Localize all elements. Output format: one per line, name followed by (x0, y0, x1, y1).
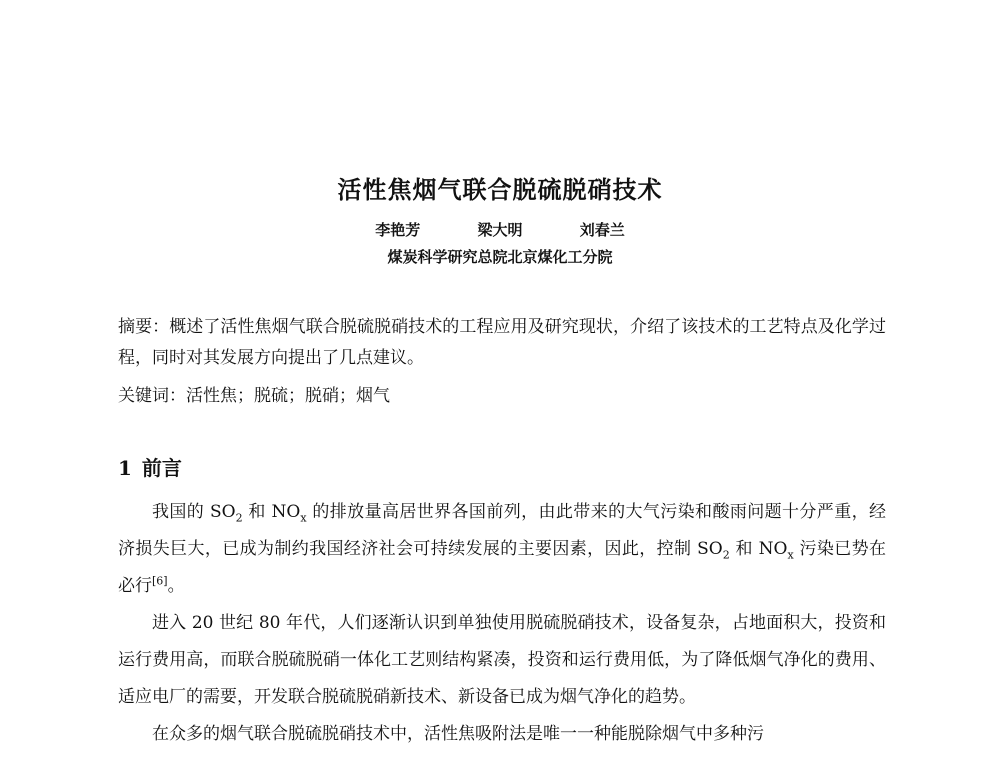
body-paragraph-2: 进入 20 世纪 80 年代，人们逐渐认识到单独使用脱硫脱硝技术，设备复杂，占地面积大，投资和运行费用高，而联合脱硫脱硝一体化工艺则结构紧凑，投资和运行费用低，为了降低烟气净化的费用、适应电厂的需要，开发联合脱硫脱硝新技术、新设备已成为烟气净化的趋势。 (118, 613, 886, 707)
author-name: 刘春兰 (579, 221, 625, 239)
text-run: 我国的 SO (152, 502, 236, 522)
section-number: 1 (118, 456, 132, 480)
section-heading (118, 452, 182, 481)
body-paragraph-1 (118, 494, 886, 605)
abstract-paragraph: 摘要：概述了活性焦烟气联合脱硫脱硝技术的工程应用及研究现状，介绍了该技术的工艺特点及化学过程，同时对其发展方向提出了几点建议。 (118, 317, 886, 368)
subscript: x (787, 548, 794, 562)
body-paragraph-3: 在众多的烟气联合脱硫脱硝技术中，活性焦吸附法是唯一一种能脱除烟气中多种污 (152, 724, 764, 744)
text-run: 和 NO (729, 539, 788, 559)
author-list (0, 219, 1000, 240)
text-run: 。 (167, 576, 185, 596)
keywords-line: 关键词：活性焦；脱硫；脱硝；烟气 (118, 386, 390, 406)
subscript: 2 (235, 511, 243, 525)
author-name: 李艳芳 (375, 221, 421, 239)
section-title: 前言 (141, 456, 182, 480)
citation-reference: [6] (152, 574, 168, 588)
text-run: 污染已势在必行 (118, 539, 886, 596)
text-run: 的排放量高居世界各国前列，由此带来的大气污染和酸雨问题十分严重，经济损失巨大，已成为制约我国经济社会可持续发展的主要因素，因此，控制 SO (118, 502, 886, 559)
text-run: 和 NO (242, 502, 301, 522)
subscript: 2 (722, 548, 730, 562)
body-text (118, 494, 886, 753)
author-name: 梁大明 (477, 221, 523, 239)
subscript: x (300, 511, 307, 525)
paper-title: 活性焦烟气联合脱硫脱硝技术 (337, 175, 663, 204)
author-affiliation: 煤炭科学研究总院北京煤化工分院 (387, 248, 613, 266)
